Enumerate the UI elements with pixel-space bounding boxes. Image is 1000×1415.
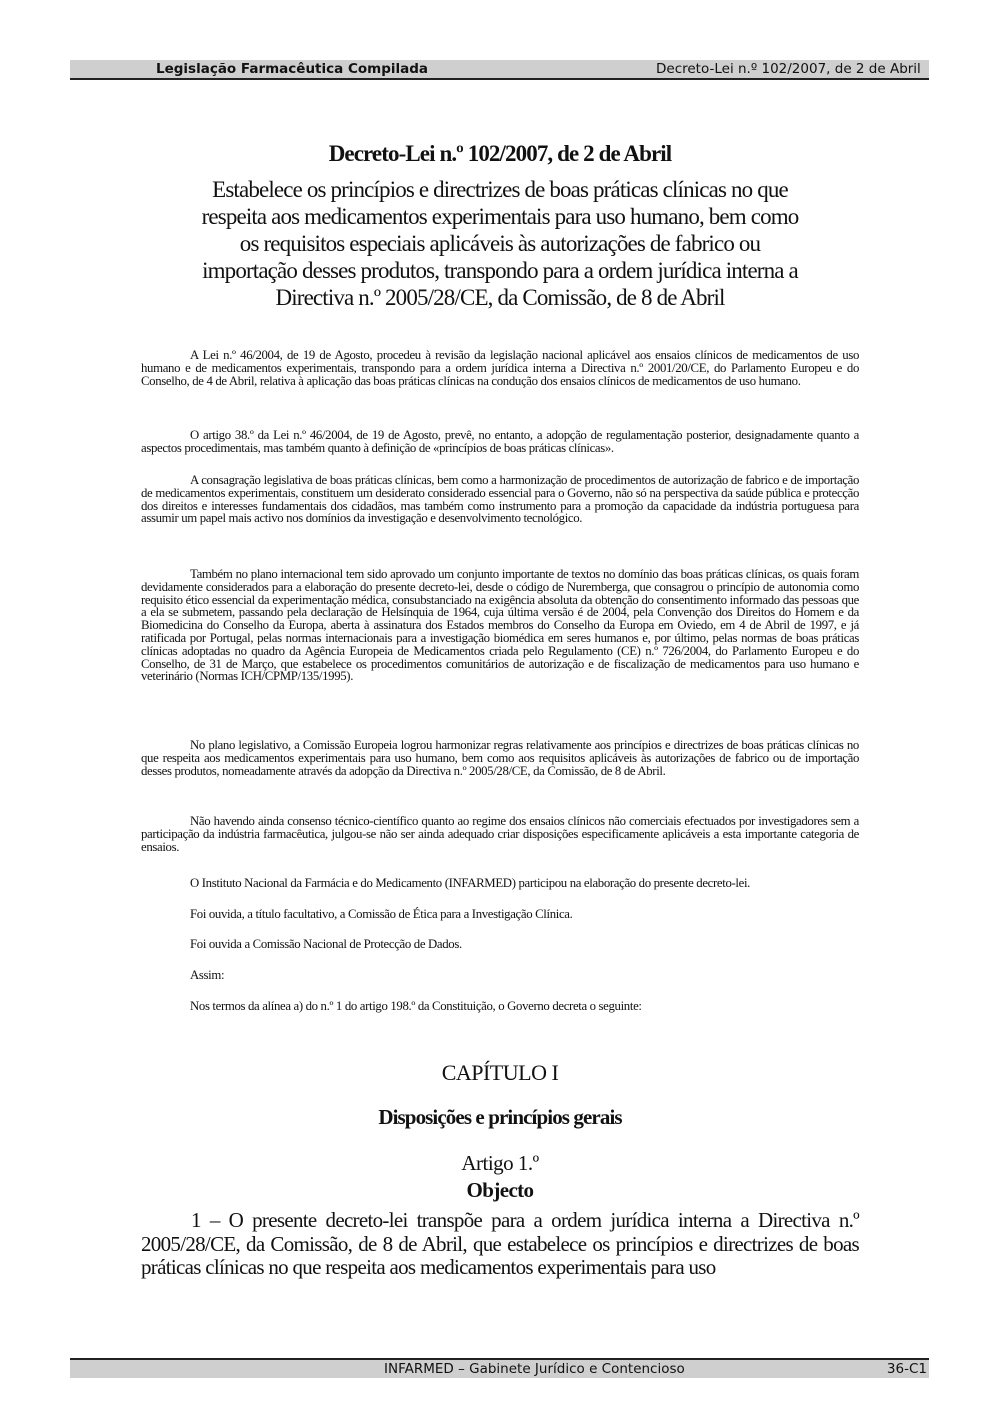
preamble-paragraph-text: Foi ouvida, a título facultativo, a Comissão de Ética para a Investigação Clínica. xyxy=(190,907,573,921)
preamble-paragraph-text: Também no plano internacional tem sido aprovado um conjunto importante de textos no domínio das boas práticas clínicas, os quais foram devidamente considerados para a elaboração do presente decreto-lei, desde o código de Nuremberga, que consagrou o princípio de autonomia como requisito ético essencial da experimentação médica, consubstanciado na exigência absoluta da obtenção do consentimento informado das pessoas que a ela se submetem, passando pela declaração de Helsínquia de 1964, cuja última versão é de 2004, pela Convenção dos Direitos do Homem e da Biomedicina do Conselho da Europa, aberta à assinatura dos Estados membros do Conselho da Europa em Oviedo, em 4 de Abril de 1997, e já ratificada por Portugal, pelas normas internacionais para a investigação biomédica em seres humanos e, por último, pelas normas de boas práticas clínicas adoptadas no quadro da Agência Europeia de Medicamentos criada pelo Regulamento (CE) n.º 726/2004, do Parlamento Europeu e do Conselho, de 31 de Março, que estabelece os procedimentos comunitários de autorização e de fiscalização de medicamentos para uso humano e veterinário (Normas ICH/CPMP/135/1995). xyxy=(141,567,859,684)
footer-department: INFARMED – Gabinete Jurídico e Contencioso xyxy=(384,1361,685,1377)
preamble-paragraph xyxy=(141,739,859,777)
chapter-title: Disposições e princípios gerais xyxy=(378,1105,622,1129)
document-title: Decreto-Lei n.º 102/2007, de 2 de Abril xyxy=(328,141,672,166)
preamble-paragraph xyxy=(141,908,859,921)
document-subtitle: Estabelece os princípios e directrizes de boas práticas clínicas no que respeita aos medicamentos experimentais para uso humano, bem como os requisitos especiais aplicáveis às autorizações de fabrico ou importação desses produtos, transpondo para a ordem jurídica interna a Directiva n.º 2005/28/CE, da Comissão, de 8 de Abril xyxy=(201,177,799,310)
article-number: Artigo 1.º xyxy=(461,1151,539,1175)
preamble-paragraph xyxy=(141,429,859,455)
chapter-label: CAPÍTULO I xyxy=(441,1060,559,1085)
page-header xyxy=(70,60,929,80)
preamble-paragraph-text: Assim: xyxy=(190,968,225,982)
preamble-paragraph-text: Nos termos da alínea a) do n.º 1 do artigo 198.º da Constituição, o Governo decreta o seguinte: xyxy=(190,999,642,1013)
article-title: Objecto xyxy=(466,1178,534,1202)
preamble-paragraph-text: Não havendo ainda consenso técnico-científico quanto ao regime dos ensaios clínicos não comerciais efectuados por investigadores sem a participação da indústria farmacêutica, julgou-se não ser ainda adequado criar disposições especificamente aplicáveis a esta importante categoria de ensaios. xyxy=(141,814,859,854)
preamble-paragraph xyxy=(141,1000,859,1013)
preamble-paragraph xyxy=(141,815,859,853)
preamble-paragraph-text: Foi ouvida a Comissão Nacional de Protecção de Dados. xyxy=(190,937,462,951)
header-collection-title: Legislação Farmacêutica Compilada xyxy=(156,61,428,77)
preamble-paragraph xyxy=(141,349,859,387)
preamble-paragraph xyxy=(141,877,859,890)
preamble-paragraph-text: O artigo 38.º da Lei n.º 46/2004, de 19 de Agosto, prevê, no entanto, a adopção de regulamentação posterior, designadamente quanto a aspectos procedimentais, mas também quanto à definição de «princípios de boas práticas clínicas». xyxy=(141,428,859,455)
header-decree-reference: Decreto-Lei n.º 102/2007, de 2 de Abril xyxy=(656,61,921,77)
preamble-paragraph xyxy=(141,474,859,525)
page-footer xyxy=(70,1358,929,1378)
preamble-paragraph-text: A Lei n.º 46/2004, de 19 de Agosto, procedeu à revisão da legislação nacional aplicável aos ensaios clínicos de medicamentos de uso humano e de medicamentos experimentais, transpondo para a ordem jurídica interna a Directiva n.º 2001/20/CE, do Parlamento Europeu e do Conselho, de 4 de Abril, relativa à aplicação das boas práticas clínicas na condução dos ensaios clínicos de medicamentos de uso humano. xyxy=(141,348,859,388)
preamble-paragraph xyxy=(141,969,859,982)
article-body xyxy=(141,1209,859,1280)
preamble-paragraph-text: O Instituto Nacional da Farmácia e do Medicamento (INFARMED) participou na elaboração do presente decreto-lei. xyxy=(190,876,751,890)
preamble-paragraph-text: A consagração legislativa de boas práticas clínicas, bem como a harmonização de procedimentos de autorização de fabrico e de importação de medicamentos experimentais, constituem um desiderato considerado essencial para o Governo, não só na perspectiva da saúde pública e protecção dos direitos e interesses fundamentais dos cidadãos, mas também como instrumento para a promoção da capacidade da indústria portuguesa para assumir um papel mais activo nos domínios da investigação e desenvolvimento tecnológico. xyxy=(141,473,859,526)
preamble-paragraph xyxy=(141,938,859,951)
footer-page-number: 36-C1 xyxy=(886,1361,927,1377)
preamble-paragraph xyxy=(141,568,859,683)
article-paragraph: 1 – O presente decreto-lei transpõe para a ordem jurídica interna a Directiva n.º 2005/28/CE, da Comissão, de 8 de Abril, que estabelece os princípios e directrizes de boas práticas clínicas no que respeita aos medicamentos experimentais para uso xyxy=(141,1208,859,1279)
preamble-paragraph-text: No plano legislativo, a Comissão Europeia logrou harmonizar regras relativamente aos princípios e directrizes de boas práticas clínicas no que respeita aos medicamentos experimentais para uso humano, bem como aos requisitos aplicáveis às autorizações de fabrico ou de importação desses produtos, nomeadamente através da adopção da Directiva n.º 2005/28/CE, da Comissão, de 8 de Abril. xyxy=(141,738,859,778)
